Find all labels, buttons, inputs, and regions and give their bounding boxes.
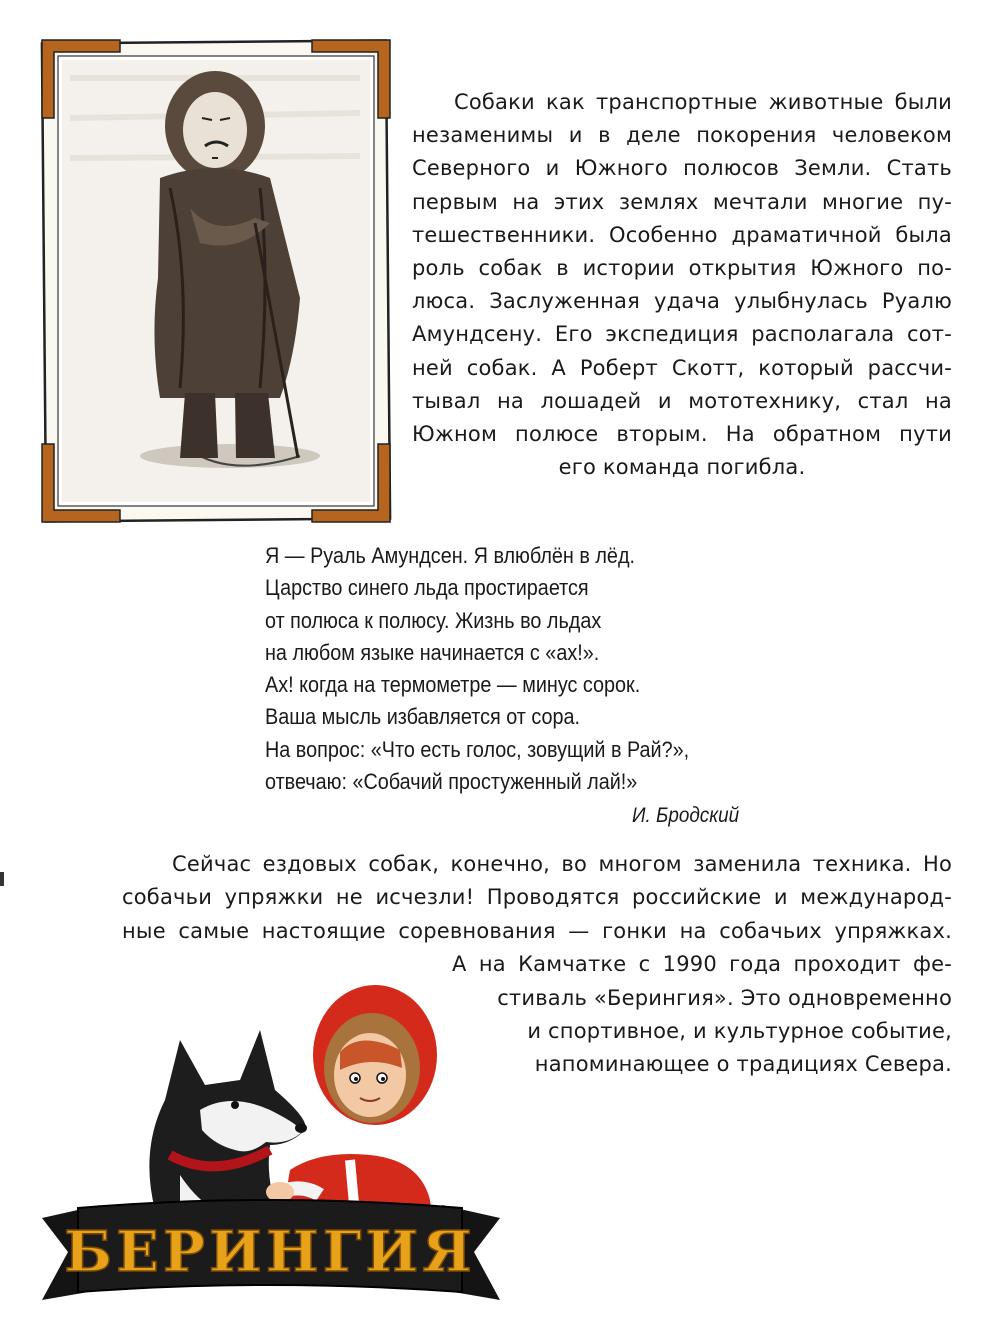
poem (265, 540, 733, 798)
bottom-line: собачьи упряжки не исчезли! Проводятся российские и международ- (122, 885, 952, 909)
intro-line: Собаки как транспортные животные были (454, 90, 952, 114)
poem-line: На вопрос: «Что есть голос, зовущий в Рай?», (265, 736, 690, 762)
poem-line: Я — Руаль Амундсен. Я влюблён в лёд. (265, 543, 636, 568)
margin-mark (0, 872, 4, 886)
intro-line: ней собак. А Роберт Скотт, который рассчи- (412, 355, 952, 380)
poem-author: И. Бродский (632, 804, 740, 827)
poem-line: Ваша мысль избавляется от сора. (265, 704, 581, 730)
poem-line: отвечаю: «Собачий простуженный лай!» (265, 769, 638, 795)
intro-line: Северного и Южного полюсов Земли. Стать (412, 156, 952, 181)
explorer-illustration (40, 38, 392, 524)
bottom-line: Сейчас ездовых собак, конечно, во многом заменила техника. Но (172, 852, 952, 876)
intro-line: его команда погибла. (558, 455, 806, 480)
bottom-line: ные самые настоящие соревнования — гонки на собачьих упряжках. (122, 919, 952, 943)
bottom-line: и спортивное, и культурное событие, (527, 1019, 952, 1043)
poem-line: на любом языке начинается с «ах!». (265, 639, 600, 665)
bottom-line: напоминающее о традициях Севера. (534, 1052, 952, 1076)
intro-line: Южном полюсе вторым. На обратном пути (412, 422, 952, 447)
intro-line: тешественники. Особенно драматичной была (412, 222, 952, 247)
beringia-illustration (30, 980, 500, 1320)
intro-line: роль собак в истории открытия Южного по- (412, 256, 952, 281)
intro-line: первым на этих землях мечтали многие пу- (412, 189, 952, 214)
intro-line: тывал на лошадей и мототехнику, стал на (412, 388, 952, 413)
banner (42, 1200, 500, 1300)
intro-line: незаменимы и в деле покорения человеком (412, 123, 952, 148)
intro-line: люса. Заслуженная удача улыбнулась Руалю (412, 289, 952, 314)
bottom-line: стиваль «Берингия». Это одновременно (497, 986, 952, 1010)
explorer-photo-frame (40, 38, 392, 524)
bottom-line: А на Камчатке с 1990 года проходит фе- (452, 952, 952, 976)
poem-line: Царство синего льда простирается (265, 575, 589, 601)
intro-line: Амундсену. Его экспедиция располагала сот- (412, 322, 952, 347)
poem-line: от полюса к полюсу. Жизнь во льдах (265, 607, 602, 633)
beringia-illustration-svg (30, 980, 500, 1320)
intro-paragraph (412, 86, 952, 484)
banner-title: БЕРИНГИЯ (64, 1219, 476, 1285)
poem-line: Ах! когда на термометре — минус сорок. (265, 672, 641, 698)
